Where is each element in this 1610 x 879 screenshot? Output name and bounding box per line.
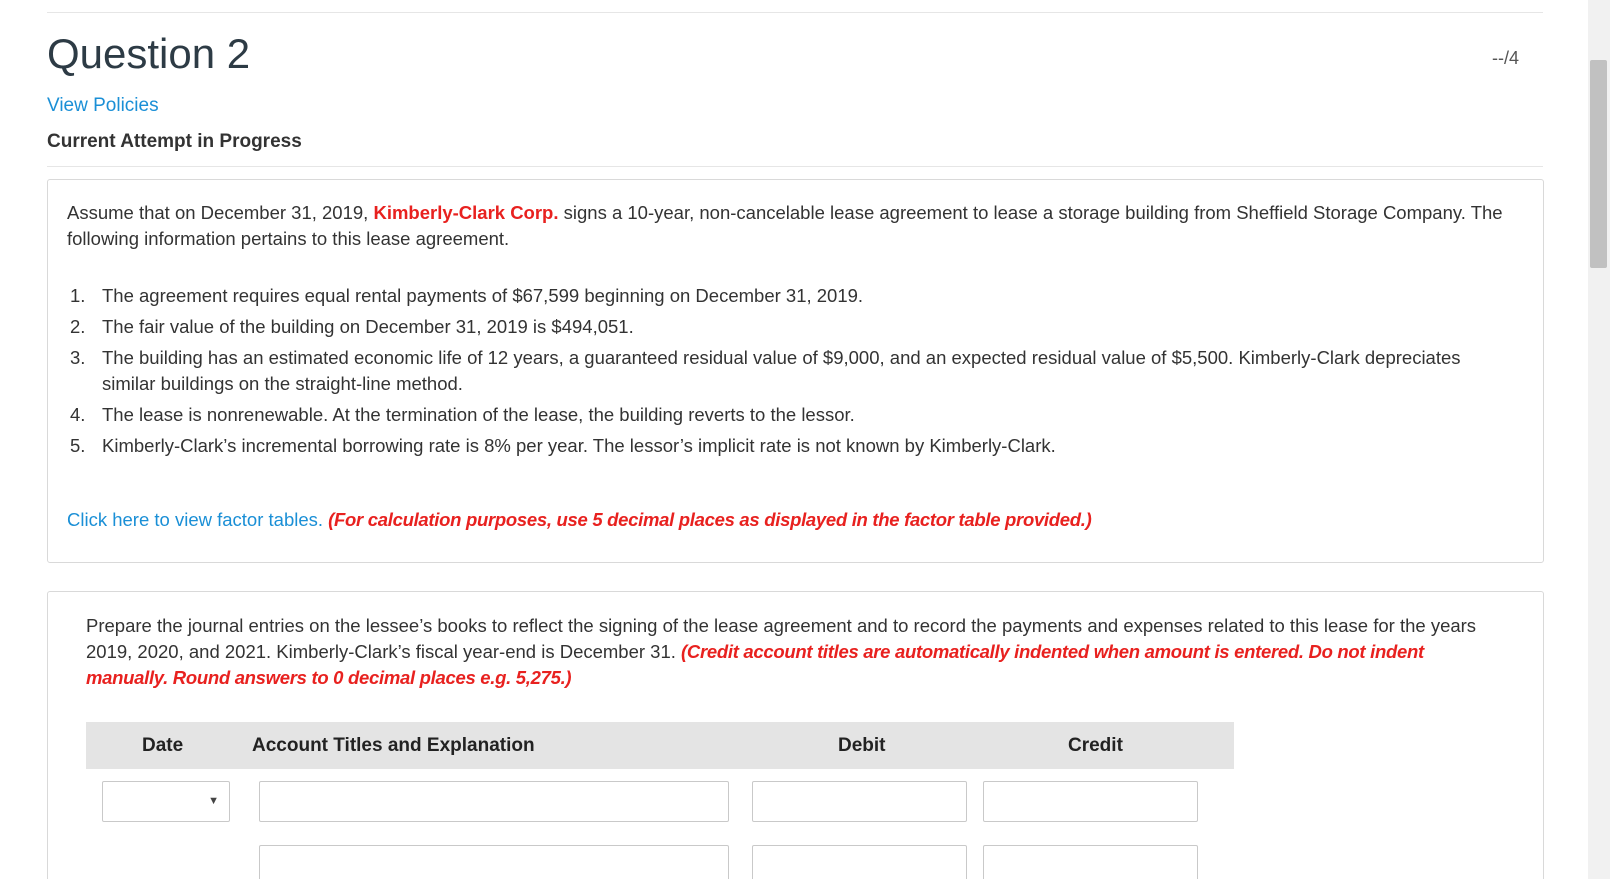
list-item [67,433,1487,459]
credit-input[interactable] [983,781,1198,822]
top-divider [47,12,1543,13]
view-policies-link[interactable]: View Policies [47,95,159,116]
column-header-credit: Credit [1068,735,1123,756]
instruction-text: Prepare the journal entries on the lessee’s books to reflect the signing of the lease agreement and to record the payments and expenses related to this lease for the years 2019, 2020, and 2021. Kimberly-Clark’s fiscal year-end is December 31. [86,615,1477,662]
task-instruction [86,613,1486,691]
list-item-number: 2. [70,316,86,337]
date-select[interactable] [102,781,230,822]
list-item [67,314,1487,340]
column-header-date: Date [142,735,184,756]
list-item-text: The fair value of the building on December 31, 2019 is $494,051. [102,316,634,337]
list-item-number: 5. [70,435,86,456]
list-item [67,345,1487,397]
question-score: --/4 [1492,48,1519,68]
question-title: Question 2 [47,30,251,77]
problem-card [47,179,1544,563]
account-title-input[interactable] [259,845,729,879]
list-item-number: 3. [70,347,86,368]
factor-table-line [67,509,1091,531]
facts-list [67,283,1487,464]
problem-intro [67,200,1527,252]
list-item-text: The building has an estimated economic life of 12 years, a guaranteed residual value of $9,000, and an expected residual value of $5,500. Kimberly-Clark depreciates similar buildings on the straight-line method. [102,347,1461,394]
column-header-account: Account Titles and Explanation [252,735,535,756]
scrollbar-thumb[interactable] [1590,60,1607,268]
chevron-down-icon: ▼ [208,795,219,807]
header-divider [47,166,1543,167]
list-item-number: 1. [70,285,86,306]
account-title-input[interactable] [259,781,729,822]
intro-text-after: signs a 10-year, non-cancelable lease agreement to lease a storage building from Sheffield Storage Company. The following information pertains to this lease agreement. [67,202,1503,249]
factor-tables-link[interactable]: Click here to view factor tables. [67,509,324,530]
list-item [67,402,1487,428]
column-header-debit: Debit [838,735,886,756]
rounding-note: (Credit account titles are automatically indented when amount is entered. Do not indent manually. Round answers to 0 decimal places e.g. 5,275.) [86,641,1424,688]
debit-input[interactable] [752,781,967,822]
journal-entry-card [47,591,1544,879]
debit-input[interactable] [752,845,967,879]
credit-input[interactable] [983,845,1198,879]
list-item-text: Kimberly-Clark’s incremental borrowing rate is 8% per year. The lessor’s implicit rate is not known by Kimberly-Clark. [102,435,1056,456]
company-name: Kimberly-Clark Corp. [373,202,559,223]
list-item-text: The lease is nonrenewable. At the termination of the lease, the building reverts to the lessor. [102,404,855,425]
list-item-text: The agreement requires equal rental payments of $67,599 beginning on December 31, 2019. [102,285,864,306]
list-item-number: 4. [70,404,86,425]
intro-text-before: Assume that on December 31, 2019, [67,202,374,223]
calculation-note: (For calculation purposes, use 5 decimal places as displayed in the factor table provided.) [328,509,1092,530]
attempt-status: Current Attempt in Progress [47,131,302,152]
journal-table-header [86,722,1234,769]
list-item [67,283,1487,309]
